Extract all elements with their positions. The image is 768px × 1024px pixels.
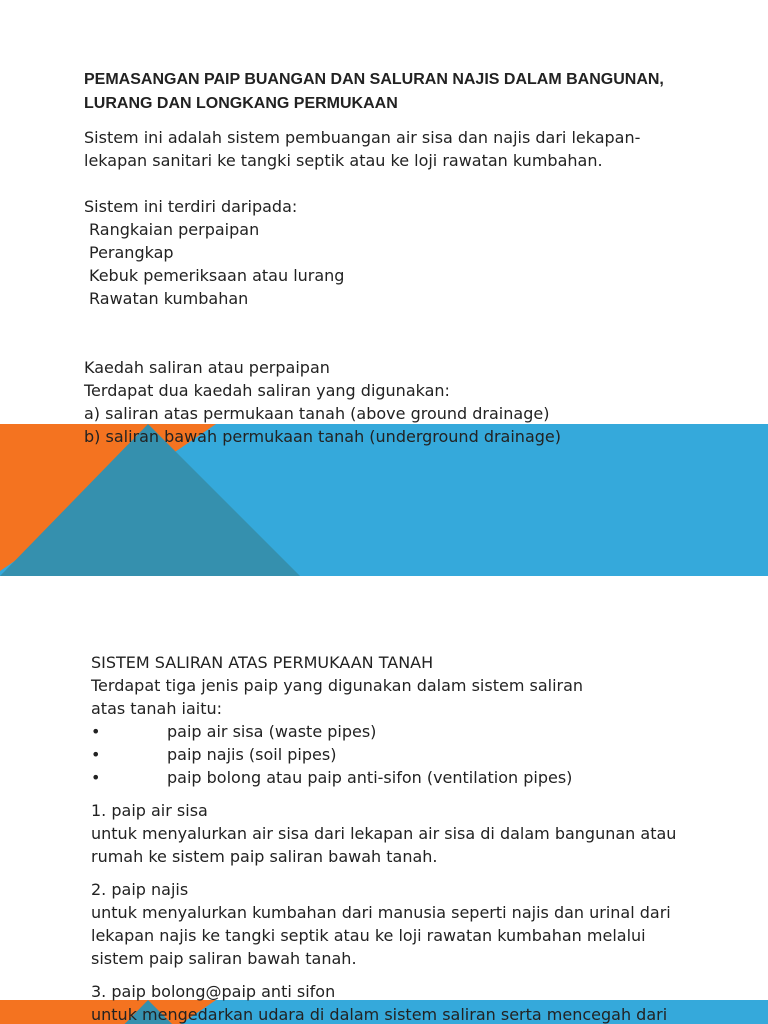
bullet-icon: •: [91, 768, 101, 787]
pipe-type-label: paip air sisa (waste pipes): [167, 722, 377, 741]
item-2-title: 2. paip najis: [91, 880, 189, 899]
item-2-line: untuk menyalurkan kumbahan dari manusia seperti najis dan urinal dari: [91, 903, 671, 922]
method-intro: Terdapat dua kaedah saliran yang digunakan:: [84, 381, 450, 400]
pipe-type-label: paip bolong atau paip anti-sifon (ventilation pipes): [167, 768, 573, 787]
item-1-title: 1. paip air sisa: [91, 801, 208, 820]
slide-2-heading: SISTEM SALIRAN ATAS PERMUKAAN TANAH: [91, 653, 434, 672]
bullet-icon: •: [91, 745, 101, 764]
method-item: b) saliran bawah permukaan tanah (underground drainage): [84, 427, 561, 446]
component-item: Perangkap: [89, 243, 174, 262]
component-item: Kebuk pemeriksaan atau lurang: [89, 266, 345, 285]
list-item: [91, 720, 708, 743]
title-line-1: PEMASANGAN PAIP BUANGAN DAN SALURAN NAJIS DALAM BANGUNAN,: [84, 71, 664, 88]
component-item: Rawatan kumbahan: [89, 289, 249, 308]
bullet-icon: •: [91, 722, 101, 741]
item-1-line: rumah ke sistem paip saliran bawah tanah.: [91, 847, 438, 866]
intro-line-2: atas tanah iaitu:: [91, 699, 223, 718]
slide-1-title: [84, 68, 708, 116]
item-2-line: sistem paip saliran bawah tanah.: [91, 949, 357, 968]
components-heading: Sistem ini terdiri daripada:: [84, 197, 298, 216]
method-heading: Kaedah saliran atau perpaipan: [84, 358, 330, 377]
item-3-line: untuk mengedarkan udara di dalam sistem saliran serta mencegah dari: [91, 1005, 668, 1024]
method-item: a) saliran atas permukaan tanah (above ground drainage): [84, 404, 550, 423]
intro-line-2: lekapan sanitari ke tangki septik atau ke loji rawatan kumbahan.: [84, 151, 603, 170]
list-item: [91, 743, 708, 766]
slide-2: [0, 576, 768, 1024]
item-1-line: untuk menyalurkan air sisa dari lekapan air sisa di dalam bangunan atau: [91, 824, 677, 843]
slide-1-content: [84, 68, 708, 448]
pipe-type-label: paip najis (soil pipes): [167, 745, 337, 764]
intro-line-1: Sistem ini adalah sistem pembuangan air sisa dan najis dari lekapan-: [84, 128, 641, 147]
component-item: Rangkaian perpaipan: [89, 220, 260, 239]
list-item: [91, 766, 708, 789]
item-2-line: lekapan najis ke tangki septik atau ke loji rawatan kumbahan melalui: [91, 926, 646, 945]
slide-2-content: [91, 651, 708, 1024]
title-line-2: LURANG DAN LONGKANG PERMUKAAN: [84, 95, 398, 112]
item-3-title: 3. paip bolong@paip anti sifon: [91, 982, 336, 1001]
intro-line-1: Terdapat tiga jenis paip yang digunakan dalam sistem saliran: [91, 676, 584, 695]
